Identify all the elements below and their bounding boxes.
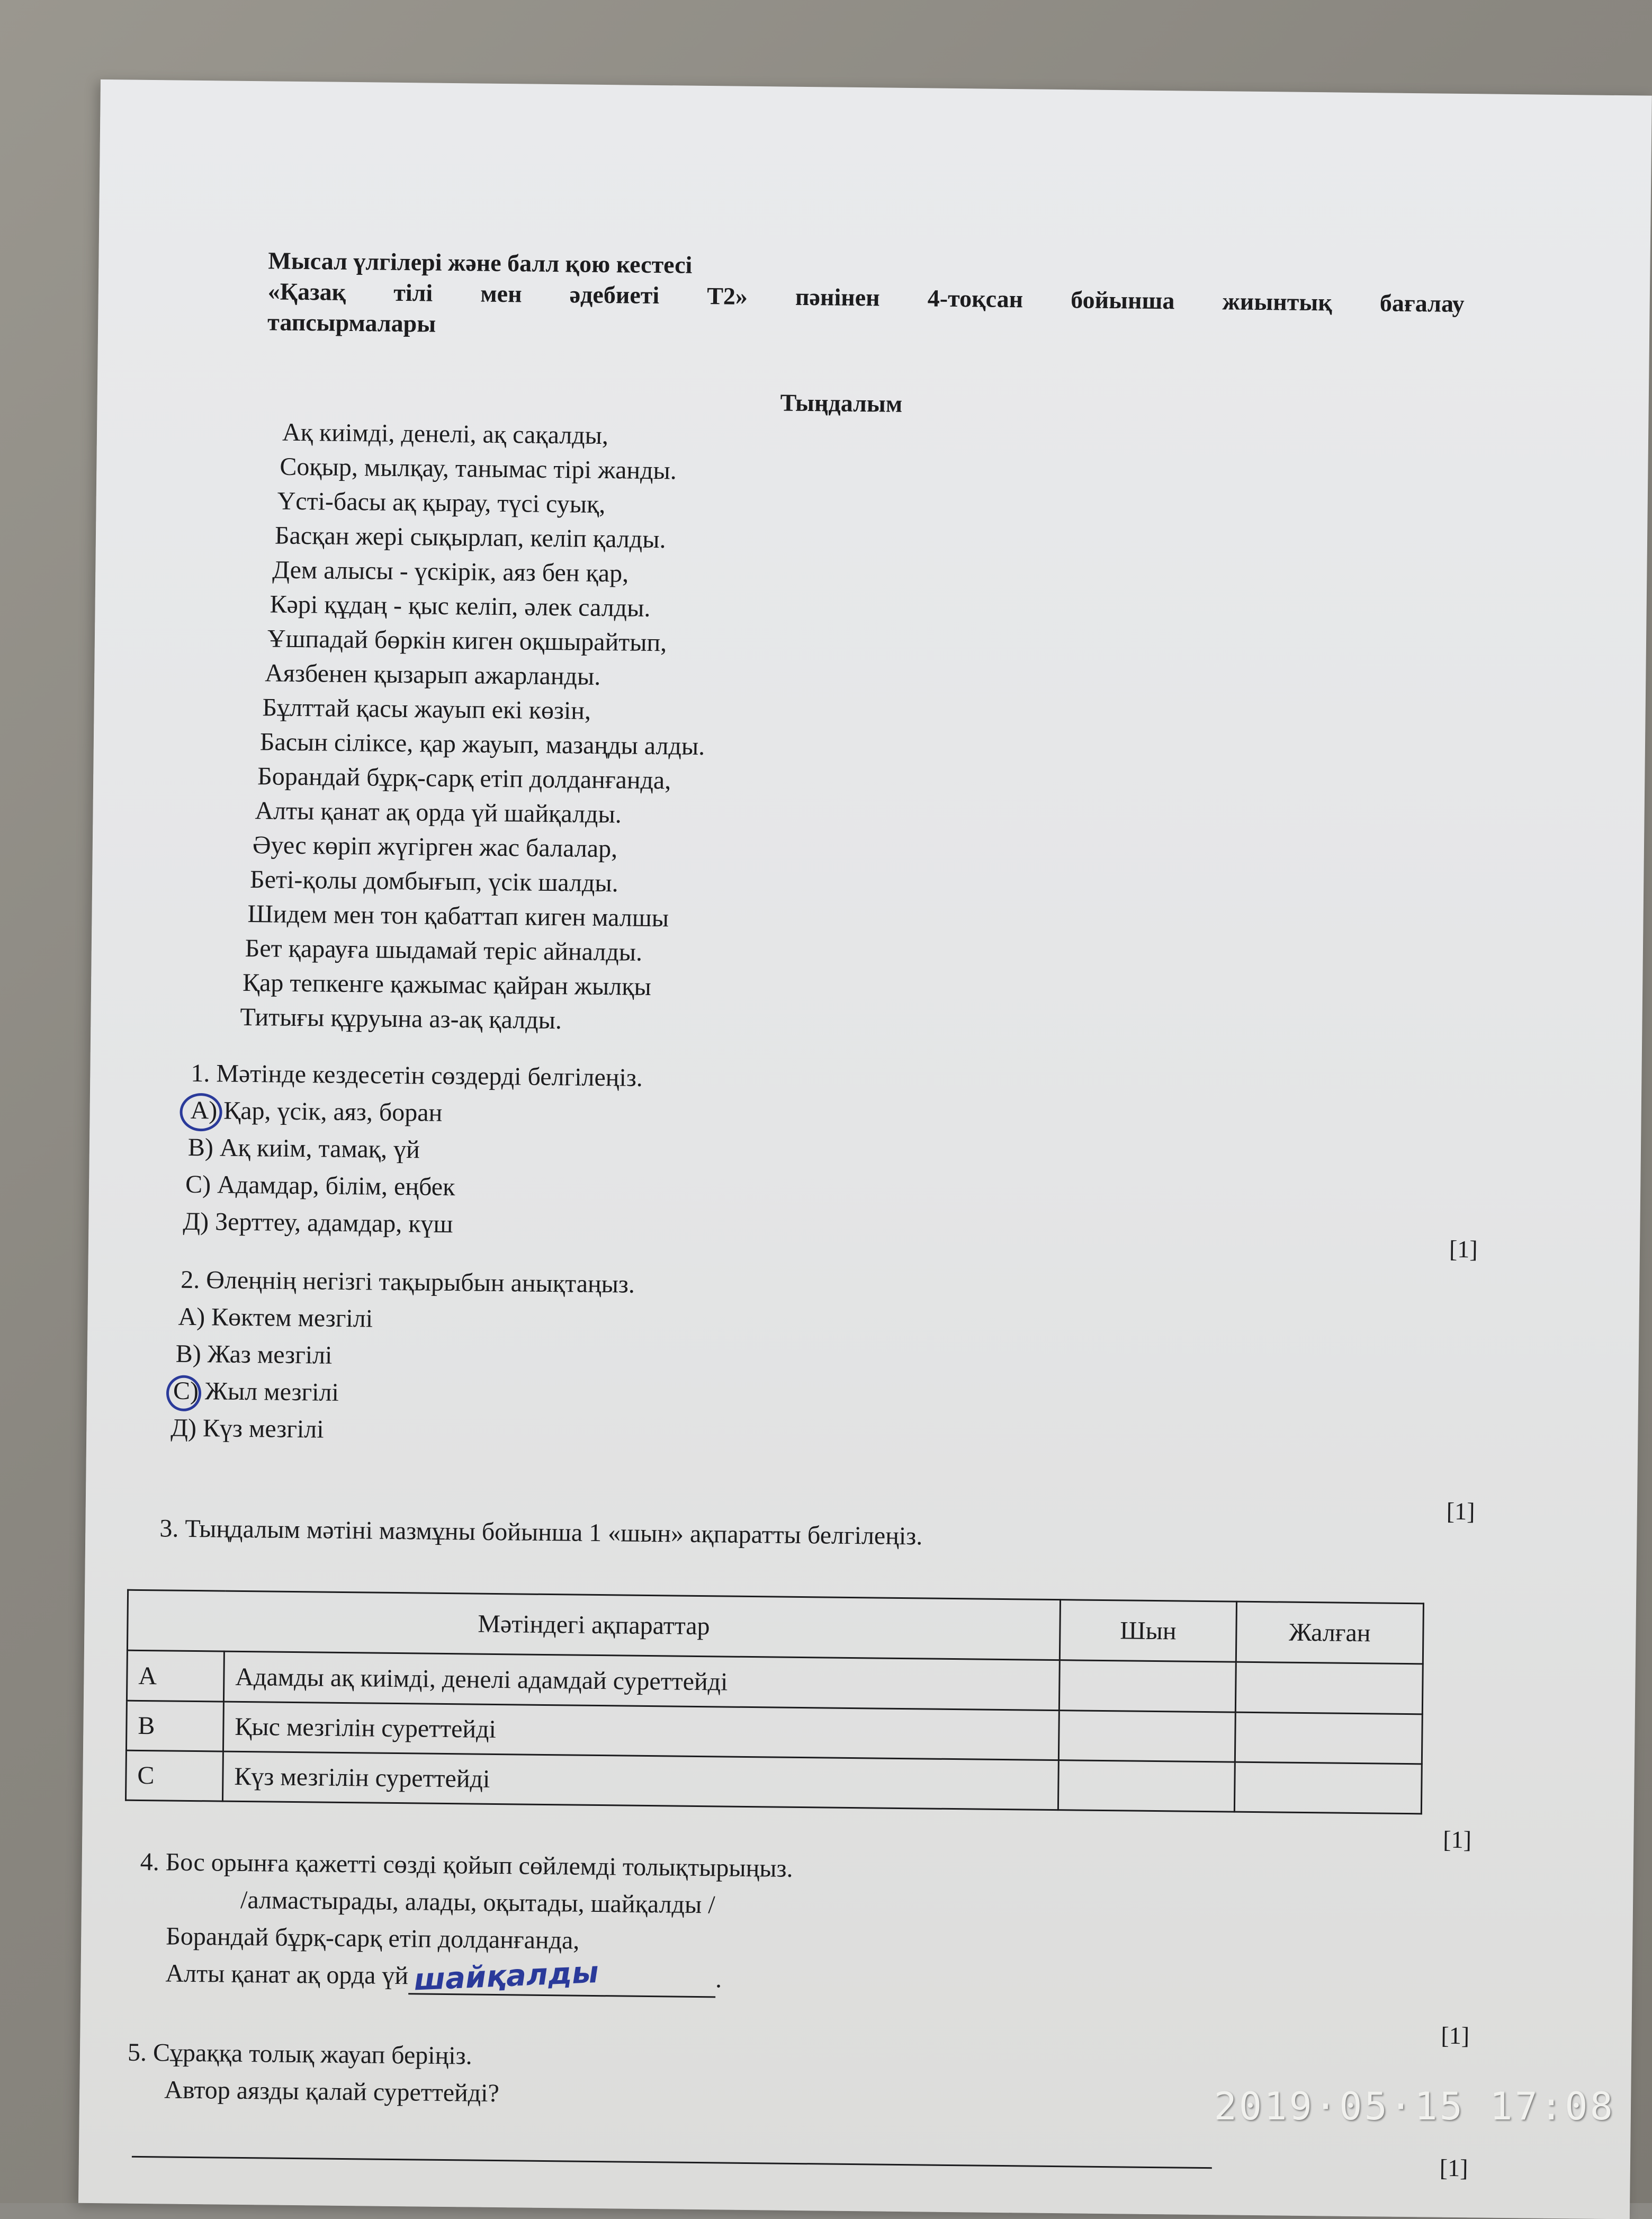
poem-line: Алты қанат ақ орда үй шайқалды. — [255, 797, 622, 829]
poem-line: Бет қарауға шыдамай теріс айналды. — [245, 934, 643, 967]
question-1-option-b: B) Ақ киім, тамақ, үй — [187, 1133, 420, 1164]
table-header-false: Жалған — [1236, 1601, 1423, 1664]
question-2-option-a: A) Көктем мезгілі — [178, 1302, 373, 1333]
poem-line: Әуес көріп жүгірген жас балалар, — [252, 831, 618, 863]
true-cell[interactable] — [1058, 1710, 1235, 1762]
row-letter: B — [126, 1701, 223, 1751]
question-4-line-2-end: . — [715, 1965, 722, 1993]
true-false-table — [125, 1589, 1424, 1815]
poem-line: Бұлттай қасы жауып екі көзін, — [262, 693, 591, 725]
false-cell[interactable] — [1234, 1762, 1422, 1814]
question-4-score: [1] — [1441, 2021, 1470, 2050]
question-3-text: 3. Тыңдалым мәтіні мазмұны бойынша 1 «шын» ақпаратты белгілеңіз. — [159, 1514, 923, 1551]
question-4-line-2-text: Алты қанат ақ орда үй — [165, 1959, 409, 1990]
row-statement: Адамды ақ киімді, денелі адамдай суреттейді — [223, 1652, 1060, 1711]
poem-line: Басқан жері сықырлап, келіп қалды. — [274, 521, 666, 554]
poem-line: Кәрі құдаң - қыс келіп, әлек салды. — [270, 590, 651, 622]
handwritten-answer: шайқалды — [412, 1955, 599, 1998]
question-3-score: [1] — [1443, 1826, 1472, 1854]
question-1-option-d: Д) Зерттеу, адамдар, күш — [183, 1207, 453, 1239]
document-header — [267, 245, 1465, 350]
question-2-option-d: Д) Күз мезгілі — [170, 1413, 324, 1444]
question-1-option-a: A) Қар, үсік, аяз, боран — [190, 1096, 443, 1127]
poem-line: Борандай бұрқ-сарқ етіп долданғанда, — [257, 762, 671, 795]
row-letter: C — [125, 1750, 223, 1801]
answer-mark-circle — [166, 1375, 202, 1411]
false-cell[interactable] — [1235, 1662, 1423, 1714]
question-1-text: 1. Мәтінде кездесетін сөздерді белгілеңіз. — [191, 1059, 643, 1092]
question-4-line-1: Борандай бұрқ-сарқ етіп долданғанда, — [166, 1922, 580, 1955]
answer-mark-circle — [179, 1093, 222, 1132]
question-4-line-2 — [165, 1955, 792, 1998]
row-letter: A — [127, 1651, 224, 1702]
header-word: «Қазақ — [267, 278, 346, 306]
poem-line: Қар тепкенге қажымас қайран жылқы — [242, 968, 652, 1001]
row-statement: Қыс мезгілін суреттейді — [223, 1702, 1059, 1760]
question-2 — [170, 1261, 635, 1452]
header-line-3: тапсырмалары — [267, 308, 436, 337]
header-word: әдебиеті — [569, 281, 660, 309]
question-5-text: 5. Сұраққа толық жауап беріңіз. — [127, 2038, 472, 2070]
header-word: тілі — [393, 279, 433, 307]
question-2-score: [1] — [1446, 1497, 1475, 1525]
header-word: бағалау — [1379, 289, 1465, 317]
header-word: 4-тоқсан — [927, 284, 1023, 313]
question-4-choices: /алмастырады, алады, оқытады, шайқалды / — [240, 1885, 715, 1919]
row-statement: Күз мезгілін суреттейді — [222, 1751, 1058, 1810]
answer-line[interactable] — [132, 2156, 1212, 2169]
question-2-option-b: B) Жаз мезгілі — [175, 1339, 333, 1370]
paper-sheet — [78, 79, 1652, 2219]
question-5-score: [1] — [1439, 2154, 1468, 2182]
header-word: бойынша — [1070, 286, 1175, 315]
poem — [239, 415, 708, 1039]
question-2-text: 2. Өлеңнің негізгі тақырыбын анықтаңыз. — [180, 1265, 635, 1299]
header-line-1: Мысал үлгілері және балл қою кестесі — [268, 247, 693, 279]
header-word: пәнінен — [795, 283, 880, 311]
true-cell[interactable] — [1058, 1760, 1235, 1812]
poem-line: Басын сіліксе, қар жауып, мазаңды алды. — [259, 728, 705, 761]
document-content — [78, 79, 1652, 2219]
question-4-text: 4. Бос орынға қажетті сөзді қойып сөйлемді толықтырыңыз. — [140, 1847, 793, 1883]
header-word: мен — [480, 280, 522, 308]
poem-line: Соқыр, мылқау, танымас тірі жанды. — [280, 452, 677, 485]
header-word: Т2» — [707, 282, 748, 310]
question-5 — [127, 2034, 500, 2112]
poem-line: Ақ киімді, денелі, ақ сақалды, — [282, 418, 609, 450]
question-4 — [139, 1844, 793, 1999]
table-header-info: Мәтіндегі ақпараттар — [127, 1590, 1060, 1660]
false-cell[interactable] — [1235, 1712, 1422, 1764]
question-5-subquestion: Автор аязды қалай суреттейді? — [164, 2075, 500, 2108]
poem-line: Шидем мен тон қабаттап киген малшы — [247, 899, 669, 933]
poem-line: Аязбенен қызарып ажарланды. — [265, 659, 601, 691]
table-header-true: Шын — [1060, 1600, 1236, 1662]
poem-line: Титығы құруына аз-ақ қалды. — [240, 1003, 562, 1035]
poem-line: Ұшпадай бөркін киген оқшырайтып, — [267, 624, 667, 657]
true-cell[interactable] — [1059, 1660, 1236, 1712]
photo-timestamp: 2019·05·15 17:08 — [1214, 2084, 1615, 2128]
poem-line: Үсті-басы ақ қырау, түсі суық, — [277, 487, 606, 519]
header-word: жиынтық — [1222, 288, 1333, 316]
question-1 — [183, 1055, 643, 1245]
section-title: Тыңдалым — [780, 389, 903, 417]
question-1-score: [1] — [1449, 1235, 1478, 1263]
poem-line: Дем алысы - үскірік, аяз бен қар, — [272, 556, 629, 588]
answer-blank[interactable] — [408, 1955, 716, 1998]
question-1-option-c: C) Адамдар, білім, еңбек — [185, 1170, 455, 1202]
poem-line: Беті-қолы домбығып, үсік шалды. — [249, 865, 618, 898]
question-2-option-c: C) Жыл мезгілі — [173, 1376, 339, 1407]
